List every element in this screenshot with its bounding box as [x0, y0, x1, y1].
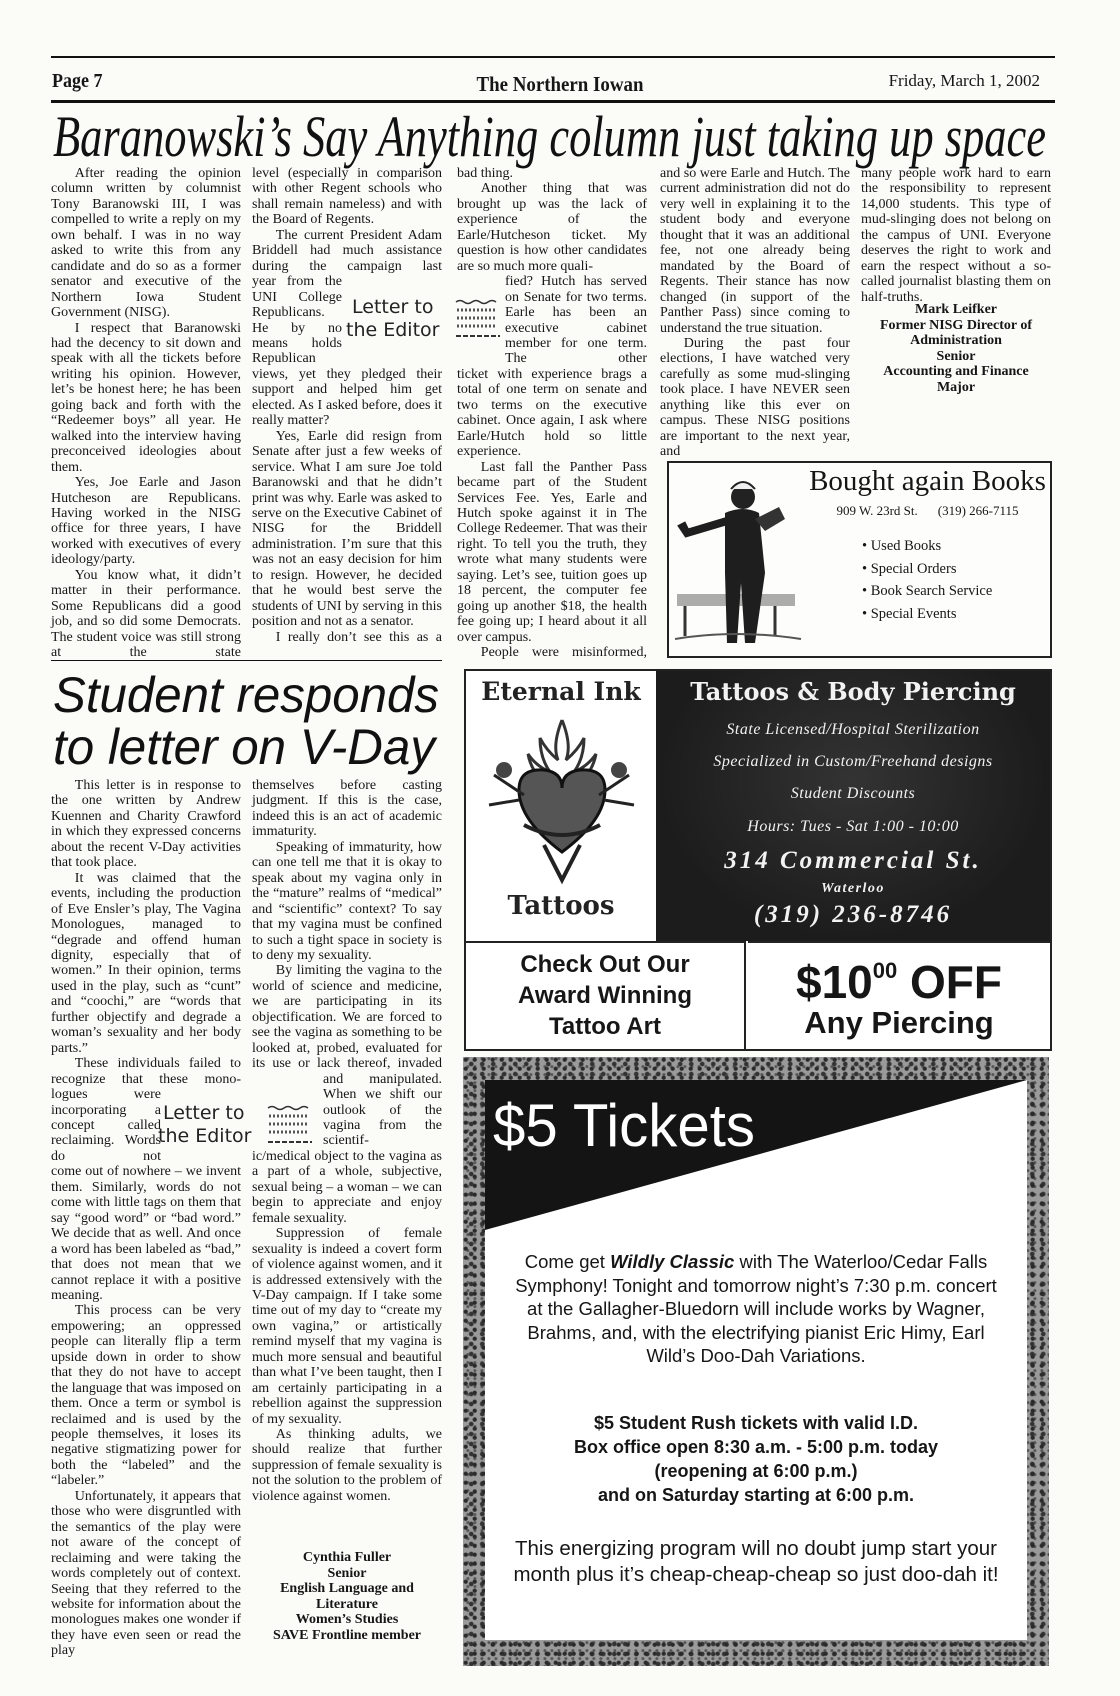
top-headline-text: Baranowski’s Say Anything column just taking up space — [53, 104, 1046, 169]
top-headline — [0, 104, 1120, 170]
discount-item: Any Piercing — [804, 1005, 994, 1040]
letter-to-editor-badge — [346, 296, 439, 342]
sacred-heart-emblem — [484, 715, 639, 885]
promo-line: Check Out Our — [520, 951, 690, 978]
tattoo-ad — [464, 669, 1052, 1051]
tattoo-hours: Hours: Tues - Sat 1:00 - 10:00 — [747, 818, 959, 835]
bookstore-name: Bought again Books — [809, 465, 1046, 497]
symphony-headline: $5 Tickets — [493, 1092, 755, 1159]
rush-line: Box office open 8:30 a.m. - 5:00 p.m. today — [573, 1437, 939, 1457]
paragraph: logues were incorporating a concept called reclaiming. Words do not — [51, 1087, 161, 1164]
service-label: Special Orders — [870, 560, 957, 577]
signature-line: Administration — [910, 333, 1002, 349]
tattoo-brand-sub: Tattoos — [507, 891, 615, 921]
tattoo-phone: (319) 236-8746 — [753, 901, 953, 928]
tattoo-brand: Eternal Ink — [481, 677, 641, 706]
paragraph: fied? Hutch has served on Senate for two terms. Earle has been an executive cabinet member for one term. The other — [505, 274, 647, 367]
paragraph: ticket with experience brags a total of one term on senate and two terms on the executive cabinet. Once again, I ask where Earle/Hutch hold so little experience. — [457, 366, 647, 460]
service-item: • Special Events — [862, 605, 957, 622]
lower-headline — [0, 668, 460, 778]
paragraph: During the past four elections, I have watched very carefully as some mud-slinging took place. I have NEVER seen anything like this ever on campus. These NISG positions are important to the next year, and — [660, 335, 850, 460]
tattoo-feature: Specialized in Custom/Freehand designs — [713, 753, 993, 770]
paragraph: It was claimed that the events, including the production of Eve Ensler’s play, The Vagina Monologues, managed to “degrade and offend human dignity, especially that of women.” In their opinion, terms used in the play, such as “cunt” and “coochi,” are “words that further objectify and degrade a woman’s sexuality and her body parts.” — [51, 870, 241, 1056]
rush-line: and on Saturday starting at 6:00 p.m. — [597, 1485, 915, 1505]
paragraph: Suppression of female sexuality is indeed a covert form of violence against women, and it is addressed extensively with the V-Day campaign. If I take some time out of my day to “create my own vagina,” or artistically remind myself that my vagina is much more sensual and beautiful than what I’ve been taught, then I am certainly participating in a rebellion against the suppression of my sexuality. — [252, 1226, 442, 1427]
signature-line: Senior — [327, 1565, 367, 1581]
lower-headline-line: Student responds — [53, 668, 439, 723]
symphony-intro — [505, 1250, 1007, 1368]
paragraph: These individuals failed to recognize that these mono- — [51, 1056, 241, 1087]
paragraph: and manipulated. When we shift our outlook of the vagina from the scientif- — [323, 1071, 442, 1149]
tattoo-info-panel — [656, 671, 1050, 941]
rush-line: (reopening at 6:00 p.m.) — [654, 1461, 858, 1481]
badge-line: the Editor — [346, 319, 440, 341]
newspaper-name: The Northern Iowan — [476, 72, 644, 96]
paragraph: themselves before casting judgment. If this is the case, indeed this is an act of academic immaturity. — [252, 778, 442, 840]
rush-info — [485, 1411, 1027, 1507]
paragraph: After reading the opinion column written by columnist Tony Baranowski III, I was compelled to write a reply on my own behalf. I was in no way asked to write this from any candidate and do so as a former senator and executive of the Northern Iowa Student Government (NISG). — [51, 166, 241, 321]
top-signature — [861, 302, 1051, 396]
signature-line: English Language and — [280, 1581, 414, 1597]
promo-line: Tattoo Art — [549, 1013, 661, 1040]
man-with-bag-illustration — [675, 469, 805, 651]
paragraph: I really don’t see this as a — [275, 629, 442, 645]
symphony-ad-inner — [485, 1080, 1027, 1640]
paragraph: Unfortunately, it appears that those who were disgruntled with the semantics of the play were not aware of the concept of reclaiming and were taking the words completely out of context. Seeing that they referred to the website for information about the monologues makes one wonder if they have even seen or read the play — [51, 1488, 241, 1659]
badge-line: Letter to — [352, 296, 434, 318]
bookstore-contact — [805, 503, 1050, 519]
paragraph: This letter is in response to the one written by Andrew Kuennen and Charity Crawford in which they expressed concerns about the recent V-Day activities that took place. — [51, 778, 241, 871]
page-number: Page 7 — [52, 70, 103, 92]
letter-to-editor-badge — [158, 1102, 251, 1148]
signature-line: Women’s Studies — [295, 1612, 399, 1628]
tattoo-brand-panel — [466, 671, 656, 941]
paragraph: Yes, Earle did resign from Senate after just a few weeks of service. What I am sure Joe told Baranowski and that he didn’t print was why. Earle was asked to serve on the Executive Cabinet of NISG for the Briddell administration. I’m sure that this was not an easy decision for him to resign. However, he decided that he would best serve the students of UNI by serving in this position and not as a senator. — [252, 428, 442, 630]
tattoo-feature: Student Discounts — [790, 785, 916, 802]
masthead-rule — [51, 100, 1055, 103]
paragraph: You know what, it didn’t matter in their performance. Some Republicans did a good job, and so did some Democrats. The student voice was still strong at the state — [51, 567, 241, 661]
letter-scribble-icon — [266, 1104, 314, 1148]
discount-dollars: $10 — [796, 956, 873, 1008]
lower-headline-line: to letter on V-Day — [53, 719, 438, 775]
badge-line: Letter to — [163, 1102, 245, 1124]
piercing-discount-box — [748, 941, 1050, 1051]
service-label: Special Events — [870, 605, 957, 622]
lower-article-column-1 — [51, 778, 241, 1659]
symphony-ad — [463, 1057, 1049, 1666]
signature-line: Former NISG Director of — [879, 317, 1032, 333]
issue-date: Friday, March 1, 2002 — [888, 71, 1040, 90]
signature-line: SAVE Frontline member — [272, 1627, 422, 1643]
paragraph: and so were Earle and Hutch. The current administration did not do very well in explaining it to the student body and everyone thought that it was an additional fee, not one already being mandated by the Board of Regents. Their stance has now changed (in support of the Panther Pass) since coming to understand the true situation. — [660, 166, 850, 336]
award-promo-box — [466, 941, 746, 1049]
bookstore-ad — [667, 461, 1052, 658]
paragraph: ic/medical object to the vagina as a part of a whole, subjective, sexual being – a woman – we can begin to appreciate and enjoy female sexuality. — [252, 1148, 442, 1226]
signature-line: Accounting and Finance — [883, 364, 1029, 380]
paragraph: bad thing. — [457, 166, 513, 181]
signature-name: Cynthia Fuller — [302, 1550, 392, 1565]
services-list — [862, 535, 992, 625]
tattoo-feature: State Licensed/Hospital Sterilization — [726, 721, 980, 738]
article-divider — [51, 660, 442, 661]
paragraph: Last fall the Panther Pass became part of the Student Services Fee. Yes, Earle and Hutch spoke against it in The College Redeemer. That was their right. To tell you the truth, they wrote what many students were saying. Let’s see, tuition goes up 18 percent, the computer fee going up another $18, the health fee going up; I heard about it all over campus. — [457, 459, 647, 645]
discount-amount — [748, 945, 1050, 1008]
paragraph: People were misinformed, — [480, 645, 647, 661]
service-item: • Special Orders — [862, 560, 957, 577]
paragraph: views, yet they pledged their support and helped him get elected. As I asked before, does it really matter? — [252, 366, 442, 429]
bookstore-phone: (319) 266-7115 — [937, 503, 1019, 518]
signature-name: Mark Leifker — [914, 302, 998, 317]
discount-off: OFF — [910, 956, 1002, 1008]
intro-emphasis: Wildly Classic — [610, 1251, 735, 1272]
paragraph: I respect that Baranowski had the decency to sit down and speak with all the tickets before writing his opinion. However, let’s be honest here; he has been going back and forth with the “Redeemer boys” all year. He walked into the interview having preconceived ideologies about them. — [51, 320, 241, 475]
paragraph: level (especially in comparison with other Regent schools who shall remain nameless) and with the Board of Regents. — [252, 166, 442, 228]
promo-line: Award Winning — [518, 982, 692, 1009]
bookstore-address: 909 W. 23rd St. — [836, 503, 918, 518]
tattoo-title: Tattoos & Body Piercing — [690, 677, 1016, 706]
paragraph: The current President Adam Briddell had much assistance during the campaign last — [252, 227, 442, 274]
letter-scribble-icon — [454, 298, 502, 342]
tattoo-city: Waterloo — [821, 881, 885, 896]
paragraph: come out of nowhere – we invent them. Similarly, words do not come with little tags on them that say “good word” or “bad word.” We decide that as well. And once a word has been labeled as “bad,” that does not mean that we cannot replace it with a positive meaning. — [51, 1164, 241, 1303]
tattoo-address: 314 Commercial St. — [724, 847, 982, 874]
badge-line: the Editor — [158, 1125, 252, 1147]
service-item: • Book Search Service — [862, 583, 993, 599]
rush-line: $5 Student Rush tickets with valid I.D. — [593, 1413, 919, 1433]
top-rule — [51, 56, 1055, 58]
service-label: Book Search Service — [870, 583, 993, 599]
signature-line: Senior — [936, 348, 976, 364]
paragraph: year from the UNI College Republicans. He by no means holds Republican — [252, 274, 342, 367]
top-article-column-5 — [861, 166, 1051, 305]
signature-line: Major — [936, 379, 976, 395]
top-article-column-3 — [457, 166, 647, 661]
top-article-column-1 — [51, 166, 241, 661]
paragraph: Speaking of immaturity, how can one tell me that it is okay to speak about my vagina only in the “mature” realms of “medical” and “scientific” context? To say that my vagina must be confined to such a tight space in society is to deny my sexuality. — [252, 839, 442, 963]
paragraph: Another thing that was brought up was the lack of experience of the Earle/Hutcheson ticket. My question is how other candidates are so much more quali- — [457, 181, 647, 274]
paragraph: This process can be very empowering; an oppressed people can literally flip a term upside down in order to show that they do not have to accept the language that was imposed on them. Once a term or symbol is reclaimed and is used by the people themselves, it loses its negative stigmatizing power for both the “labeled” and the “labeler.” — [51, 1303, 241, 1489]
paragraph: As thinking adults, we should realize that further suppression of female sexuality is not the solution to the problem of violence against women. — [252, 1427, 442, 1504]
discount-cents: 00 — [872, 958, 898, 983]
symphony-closing: This energizing program will no doubt jump start your month plus it’s cheap-cheap-cheap so just doo-dah it! — [513, 1537, 999, 1586]
intro-text: with The Waterloo/Cedar Falls Symphony! Tonight and tomorrow night’s 7:30 p.m. concert at the Gallagher-Bluedorn will include works by Wagner, Brahms, and, with the electrifying pianist Eric Himy, Earl Wild’s Doo-Dah Variations. — [515, 1251, 997, 1366]
headline-banner — [485, 1080, 1027, 1232]
paragraph: many people work hard to earn the responsibility to represent 14,000 students. This type of mud-slinging does not belong on the campus of UNI. Everyone deserves the right to work and earn the respect without a so-called journalist blasting them on half-truths. — [861, 166, 1051, 305]
service-item: • Used Books — [862, 538, 942, 554]
intro-text: Come get — [524, 1251, 611, 1272]
top-article-column-4 — [660, 166, 850, 460]
lower-signature — [252, 1550, 442, 1644]
paragraph: Yes, Joe Earle and Jason Hutcheson are Republicans. Having worked in the NISG office for three years, I have worked with executives of every ideology/party. — [51, 475, 241, 568]
paragraph: By limiting the vagina to the world of science and medicine, we are participating in its objectification. We are forced to see the vagina as something to be looked at, probed, evaluated for its use or lack thereof, invaded — [252, 963, 442, 1072]
signature-line: Literature — [316, 1596, 378, 1612]
top-article-column-2 — [252, 166, 442, 645]
service-label: Used Books — [870, 538, 942, 554]
